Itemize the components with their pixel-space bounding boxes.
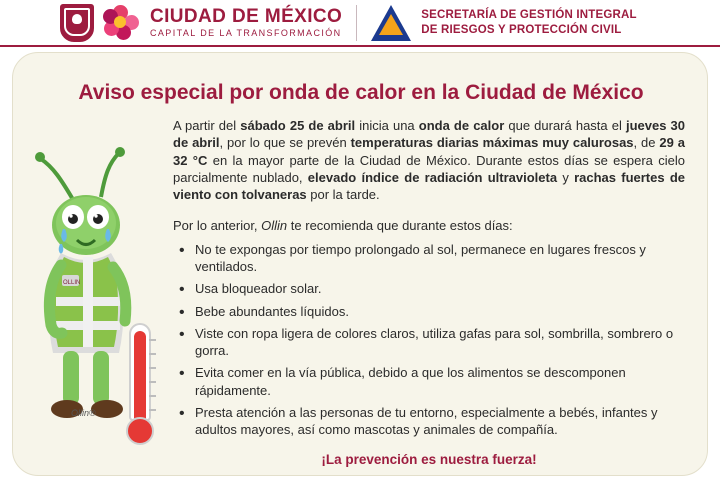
p1-s6: en la mayor parte de la Ciudad de México. Durante estos días se espera cielo parcialmente nublado, (173, 152, 685, 185)
p1-b4: temperaturas diarias máximas muy calurosas (350, 135, 634, 151)
p2-s1: Por lo anterior, (173, 218, 262, 234)
p2-mascot-name: Ollin (261, 218, 288, 234)
page-title: Aviso especial por onda de calor en la Ciudad de México (78, 81, 644, 104)
p1-b6: elevado índice de radiación ultravioleta (307, 169, 558, 185)
page-header (0, 0, 720, 45)
svg-text:OLLIN: OLLIN (63, 280, 81, 286)
header-rule (0, 45, 720, 47)
paragraph-heat-wave (173, 117, 685, 203)
agency-line-1: SECRETARÍA DE GESTIÓN INTEGRAL (421, 9, 637, 22)
p1-b1: sábado 25 de abril (240, 118, 356, 133)
cdmx-subtitle: CAPITAL DE LA TRANSFORMACIÓN (150, 28, 342, 38)
mascot-ollin (31, 145, 171, 455)
p2-s2: te recomienda que durante estos días: (287, 218, 513, 234)
header-logos (60, 0, 637, 45)
p1-s5: , de (633, 135, 660, 151)
list-item: • Evita comer en la vía pública, debido a que los alimentos se descomponen rápidamente. (193, 364, 685, 399)
list-item: • Bebe abundantes líquidos. (193, 303, 685, 320)
paragraph-recommendation-intro (173, 217, 685, 234)
list-item: • Viste con ropa ligera de colores claros, utiliza gafas para sol, sombrilla, sombrero o gorra. (193, 325, 685, 360)
list-item: • No te expongas por tiempo prolongado al sol, permanece en lugares frescos y ventilados. (193, 241, 685, 276)
p1-b7: rachas fuertes de viento con tolvaneras (173, 169, 686, 203)
p1-b5: 29 a 32 °C (173, 135, 686, 168)
p1-s1: A partir del (173, 118, 241, 133)
p1-s4: , por lo que se prevén (219, 135, 351, 151)
p1-s2: inicia una (355, 118, 419, 133)
list-item: • Presta atención a las personas de tu entorno, especialmente a bebés, infantes y adultos mayores, así como mascotas y animales de compañía. (193, 404, 685, 439)
p1-b2: onda de calor (418, 118, 505, 133)
agency-name (421, 8, 637, 37)
cdmx-flower-icon (102, 4, 140, 42)
header-divider (356, 5, 357, 41)
p1-s3: que durará hasta el (504, 118, 626, 133)
cdmx-wordmark (150, 7, 342, 38)
p1-s7: y (557, 169, 575, 185)
notice-card (12, 52, 708, 476)
civil-protection-triangle-icon (371, 5, 411, 41)
p1-s8: por la tarde. (306, 187, 380, 203)
closing-slogan: ¡La prevención es nuestra fuerza! (321, 451, 537, 467)
mascot-caption: Ollin® (71, 408, 96, 418)
agency-line-2: DE RIESGOS Y PROTECCIÓN CIVIL (421, 23, 622, 36)
notice-body (173, 117, 685, 468)
cdmx-title: CIUDAD DE MÉXICO (150, 6, 343, 27)
cdmx-shield-icon (60, 4, 94, 42)
thermometer-icon (123, 323, 157, 453)
p1-b3: jueves 30 de abril (173, 118, 686, 151)
list-item: • Usa bloqueador solar. (193, 280, 685, 297)
recommendation-list (173, 241, 685, 439)
